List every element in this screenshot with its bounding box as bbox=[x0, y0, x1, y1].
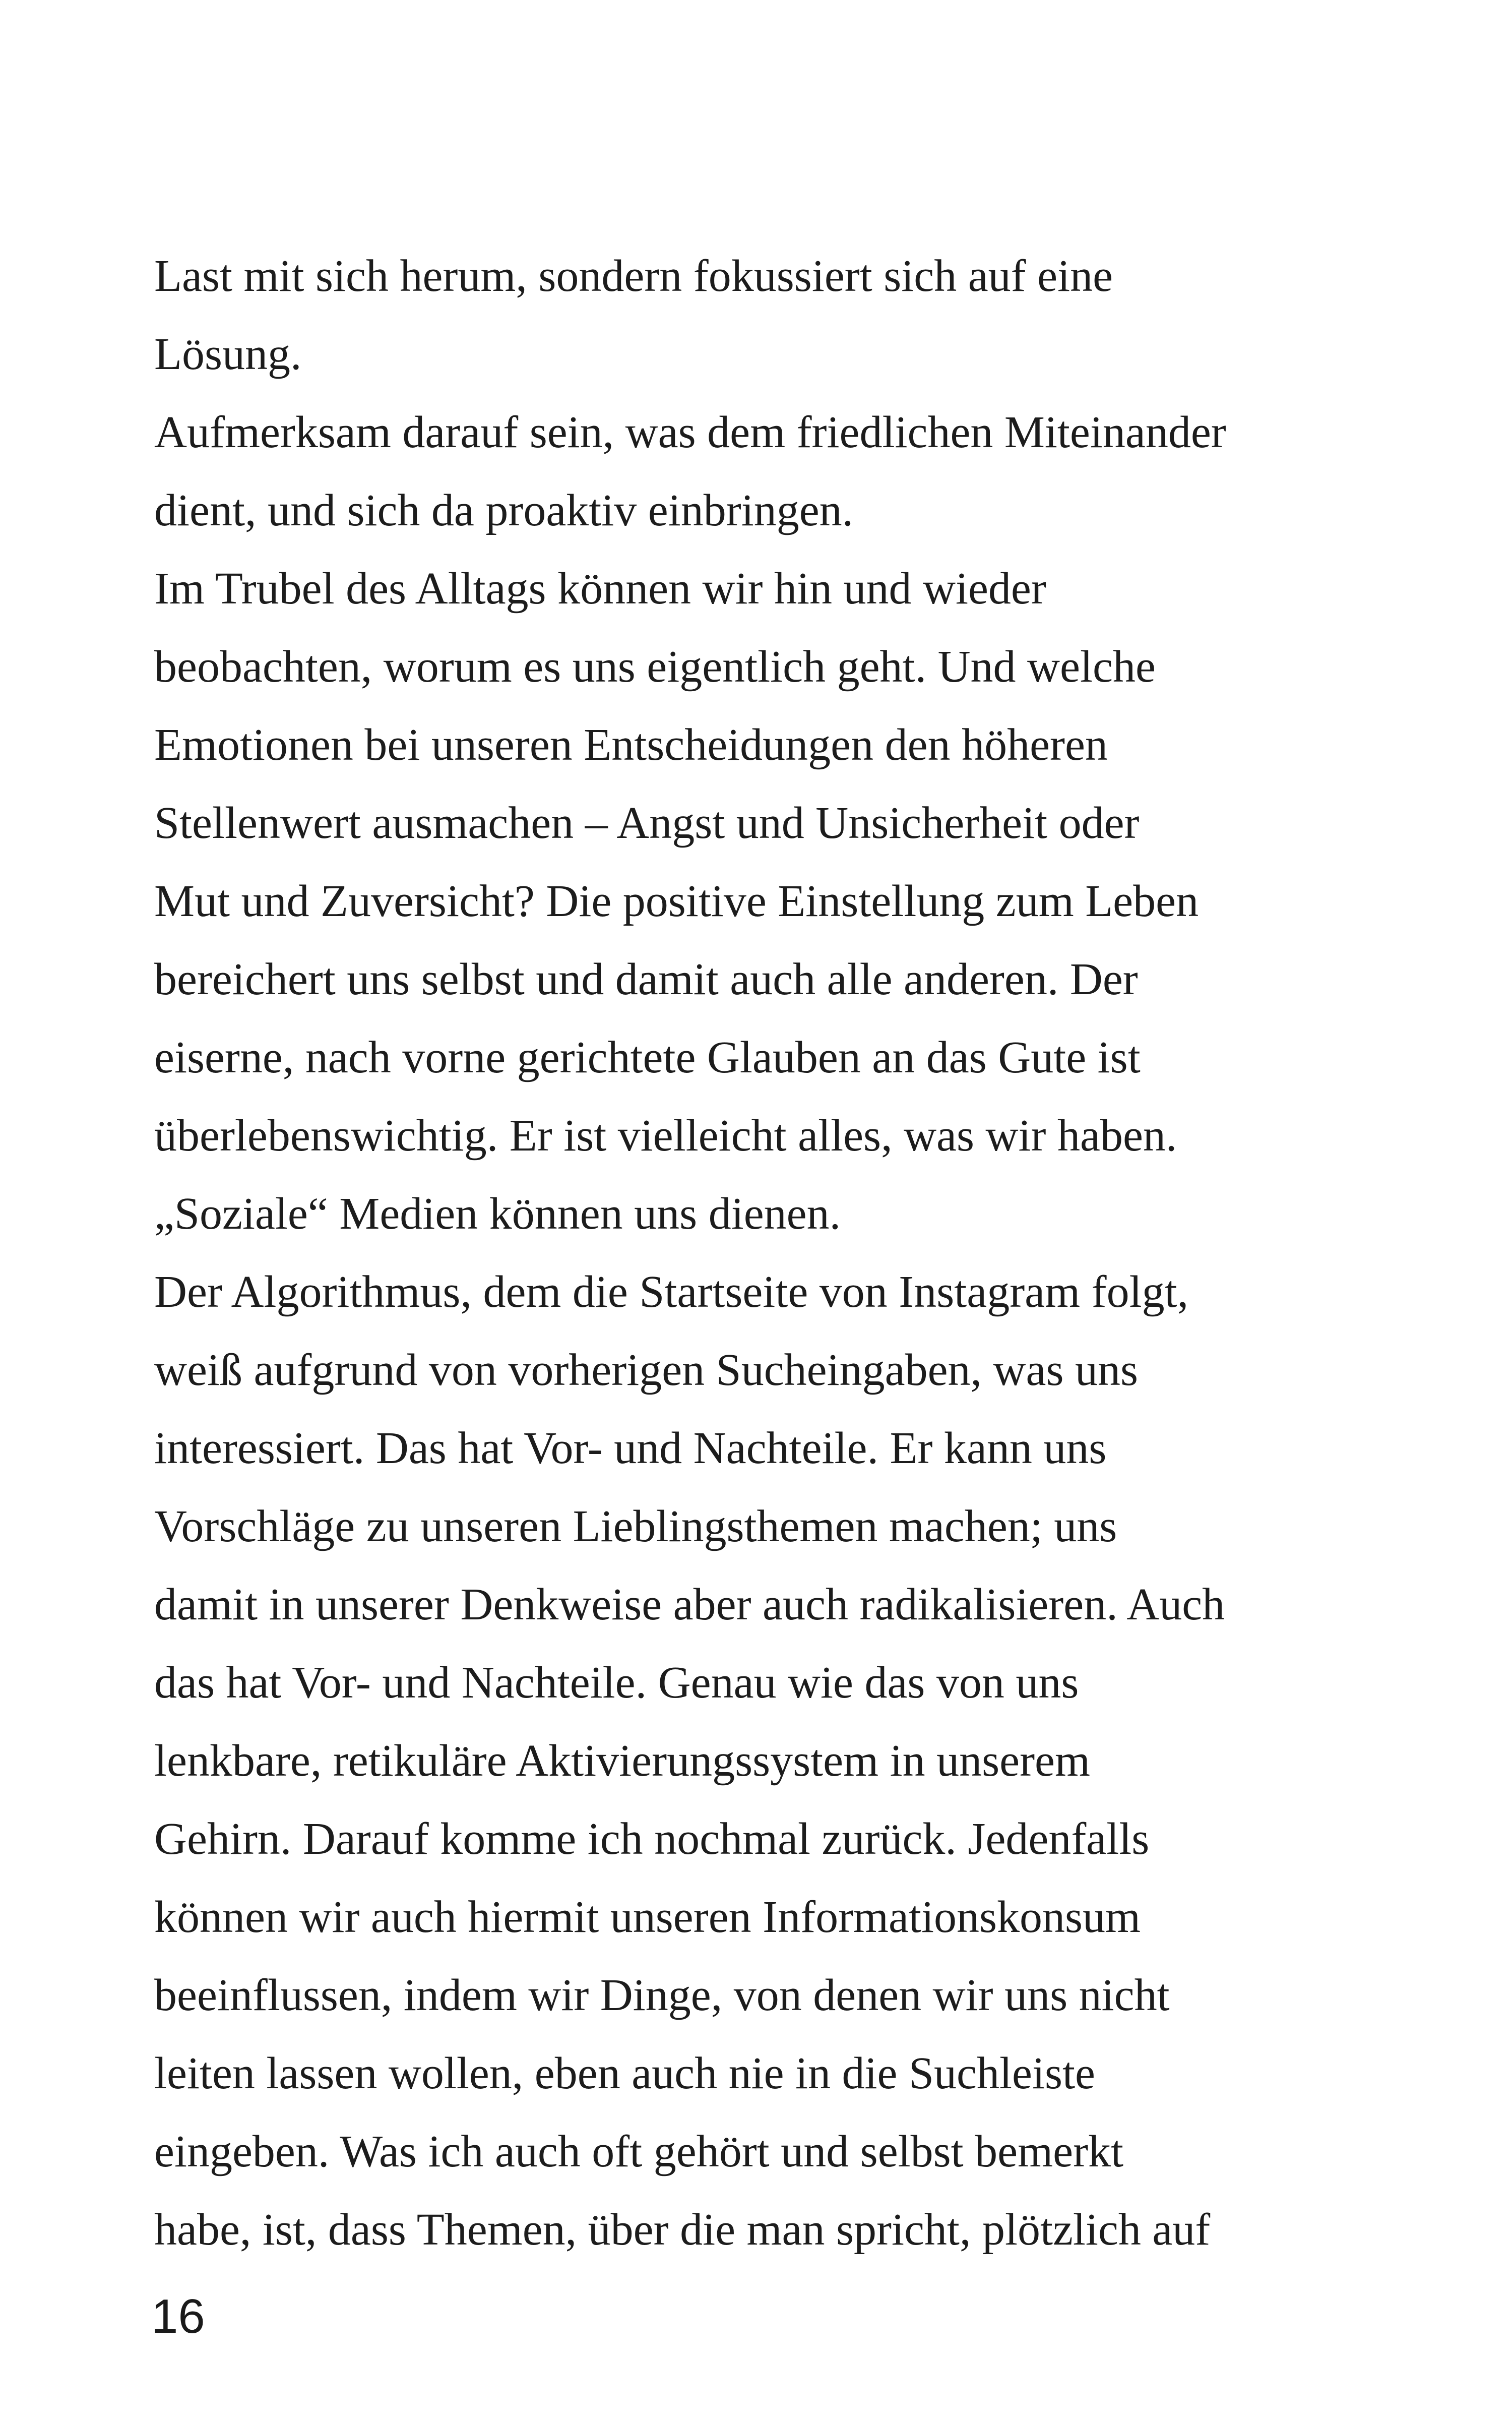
text-line: Vorschläge zu unseren Lieblingsthemen machen; uns bbox=[154, 1501, 1117, 1551]
text-line: können wir auch hiermit unseren Informationskonsum bbox=[154, 1892, 1141, 1942]
text-line: eiserne, nach vorne gerichtete Glauben an das Gute ist bbox=[154, 1033, 1141, 1082]
text-line: damit in unserer Denkweise aber auch radikalisieren. Auch bbox=[154, 1580, 1225, 1629]
page-number: 16 bbox=[151, 2289, 205, 2343]
text-line: leiten lassen wollen, eben auch nie in die Suchleiste bbox=[154, 2048, 1095, 2098]
text-line: Lösung. bbox=[154, 329, 302, 379]
body-text bbox=[154, 237, 1313, 2269]
text-line: Mut und Zuversicht? Die positive Einstellung zum Leben bbox=[154, 876, 1199, 926]
text-line: lenkbare, retikuläre Aktivierungssystem in unserem bbox=[154, 1736, 1090, 1786]
text-line: bereichert uns selbst und damit auch alle anderen. Der bbox=[154, 954, 1138, 1004]
text-line: Gehirn. Darauf komme ich nochmal zurück. Jedenfalls bbox=[154, 1814, 1150, 1864]
text-line: weiß aufgrund von vorherigen Sucheingaben, was uns bbox=[154, 1345, 1139, 1395]
text-line: beobachten, worum es uns eigentlich geht. Und welche bbox=[154, 642, 1156, 692]
text-line: „Soziale“ Medien können uns dienen. bbox=[154, 1189, 841, 1239]
text-line: überlebenswichtig. Er ist vielleicht alles, was wir haben. bbox=[154, 1111, 1177, 1161]
text-line: Im Trubel des Alltags können wir hin und wieder bbox=[154, 564, 1046, 614]
text-line: dient, und sich da proaktiv einbringen. bbox=[154, 486, 854, 535]
text-line: interessiert. Das hat Vor- und Nachteile. Er kann uns bbox=[154, 1423, 1107, 1473]
text-line: Aufmerksam darauf sein, was dem friedlichen Miteinander bbox=[154, 407, 1226, 457]
text-line: das hat Vor- und Nachteile. Genau wie das von uns bbox=[154, 1658, 1079, 1708]
text-line: Stellenwert ausmachen – Angst und Unsicherheit oder bbox=[154, 798, 1140, 848]
text-line: beeinflussen, indem wir Dinge, von denen wir uns nicht bbox=[154, 1970, 1170, 2020]
text-line: Last mit sich herum, sondern fokussiert sich auf eine bbox=[154, 251, 1113, 301]
text-line: eingeben. Was ich auch oft gehört und selbst bemerkt bbox=[154, 2127, 1124, 2176]
text-line: Der Algorithmus, dem die Startseite von Instagram folgt, bbox=[154, 1267, 1189, 1317]
text-line: habe, ist, dass Themen, über die man spricht, plötzlich auf bbox=[154, 2205, 1211, 2255]
text-line: Emotionen bei unseren Entscheidungen den höheren bbox=[154, 720, 1108, 770]
